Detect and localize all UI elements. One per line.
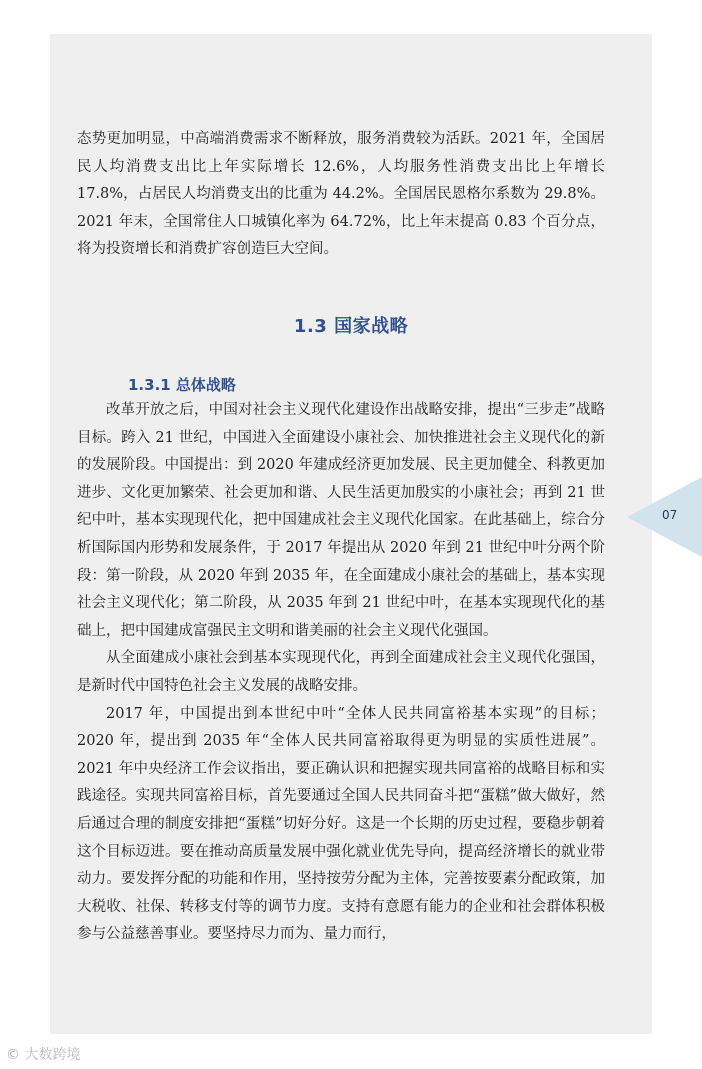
paragraph-arrangement: 从全面建成小康社会到基本实现现代化，再到全面建成社会主义现代化强国，是新时代中国特色社会主义发展的战略安排。 xyxy=(77,650,605,694)
body-text xyxy=(77,397,605,949)
page-number: 07 xyxy=(662,508,678,522)
intro-paragraph xyxy=(77,126,605,264)
paragraph-text: 态势更加明显，中高端消费需求不断释放，服务消费较为活跃。2021 年，全国居民人均消费支出比上年实际增长 12.6%，人均服务性消费支出比上年增长 17.8%，占居民人均消费支出的比重为 44.2%。全国居民恩格尔系数为 29.8%。2021 年末，全国常住人口城镇化率为 64.72%，比上年末提高 0.83 个百分点，将为投资增长和消费扩容创造巨大空间。 xyxy=(77,131,605,258)
subsection-heading: 1.3.1 总体战略 xyxy=(128,376,236,394)
section-heading: 1.3 国家战略 xyxy=(293,316,409,337)
watermark-logo: © 大数跨境 xyxy=(6,1047,81,1063)
paragraph-strategy: 改革开放之后，中国对社会主义现代化建设作出战略安排，提出“三步走”战略目标。跨入 21 世纪，中国进入全面建设小康社会、加快推进社会主义现代化的新的发展阶段。中国提出：到 2020 年建成经济更加发展、民主更加健全、科教更加进步、文化更加繁荣、社会更加和谐、人民生活更加殷实的小康社会；再到 21 世纪中叶，基本实现现代化，把中国建成社会主义现代化国家。在此基础上，综合分析国际国内形势和发展条件，于 2017 年提出从 2020 年到 21 世纪中叶分两个阶段：第一阶段，从 2020 年到 2035 年，在全面建成小康社会的基础上，基本实现社会主义现代化；第二阶段，从 2035 年到 21 世纪中叶，在基本实现现代化的基础上，把中国建成富强民主文明和谐美丽的社会主义现代化强国。 xyxy=(77,402,605,639)
paragraph-common-prosperity: 2017 年，中国提出到本世纪中叶“全体人民共同富裕基本实现”的目标；2020 年，提出到 2035 年“全体人民共同富裕取得更为明显的实质性进展”。2021 年中央经济工作会议指出，要正确认识和把握实现共同富裕的战略目标和实践途径。实现共同富裕目标，首先要通过全国人民共同奋斗把“蛋糕”做大做好，然后通过合理的制度安排把“蛋糕”切好分好。这是一个长期的历史过程，要稳步朝着这个目标迈进。要在推动高质量发展中强化就业优先导向，提高经济增长的就业带动力。要发挥分配的功能和作用，坚持按劳分配为主体，完善按要素分配政策，加大税收、社保、转移支付等的调节力度。支持有意愿有能力的企业和社会群体积极参与公益慈善事业。要坚持尽力而为、量力而行， xyxy=(77,705,605,943)
